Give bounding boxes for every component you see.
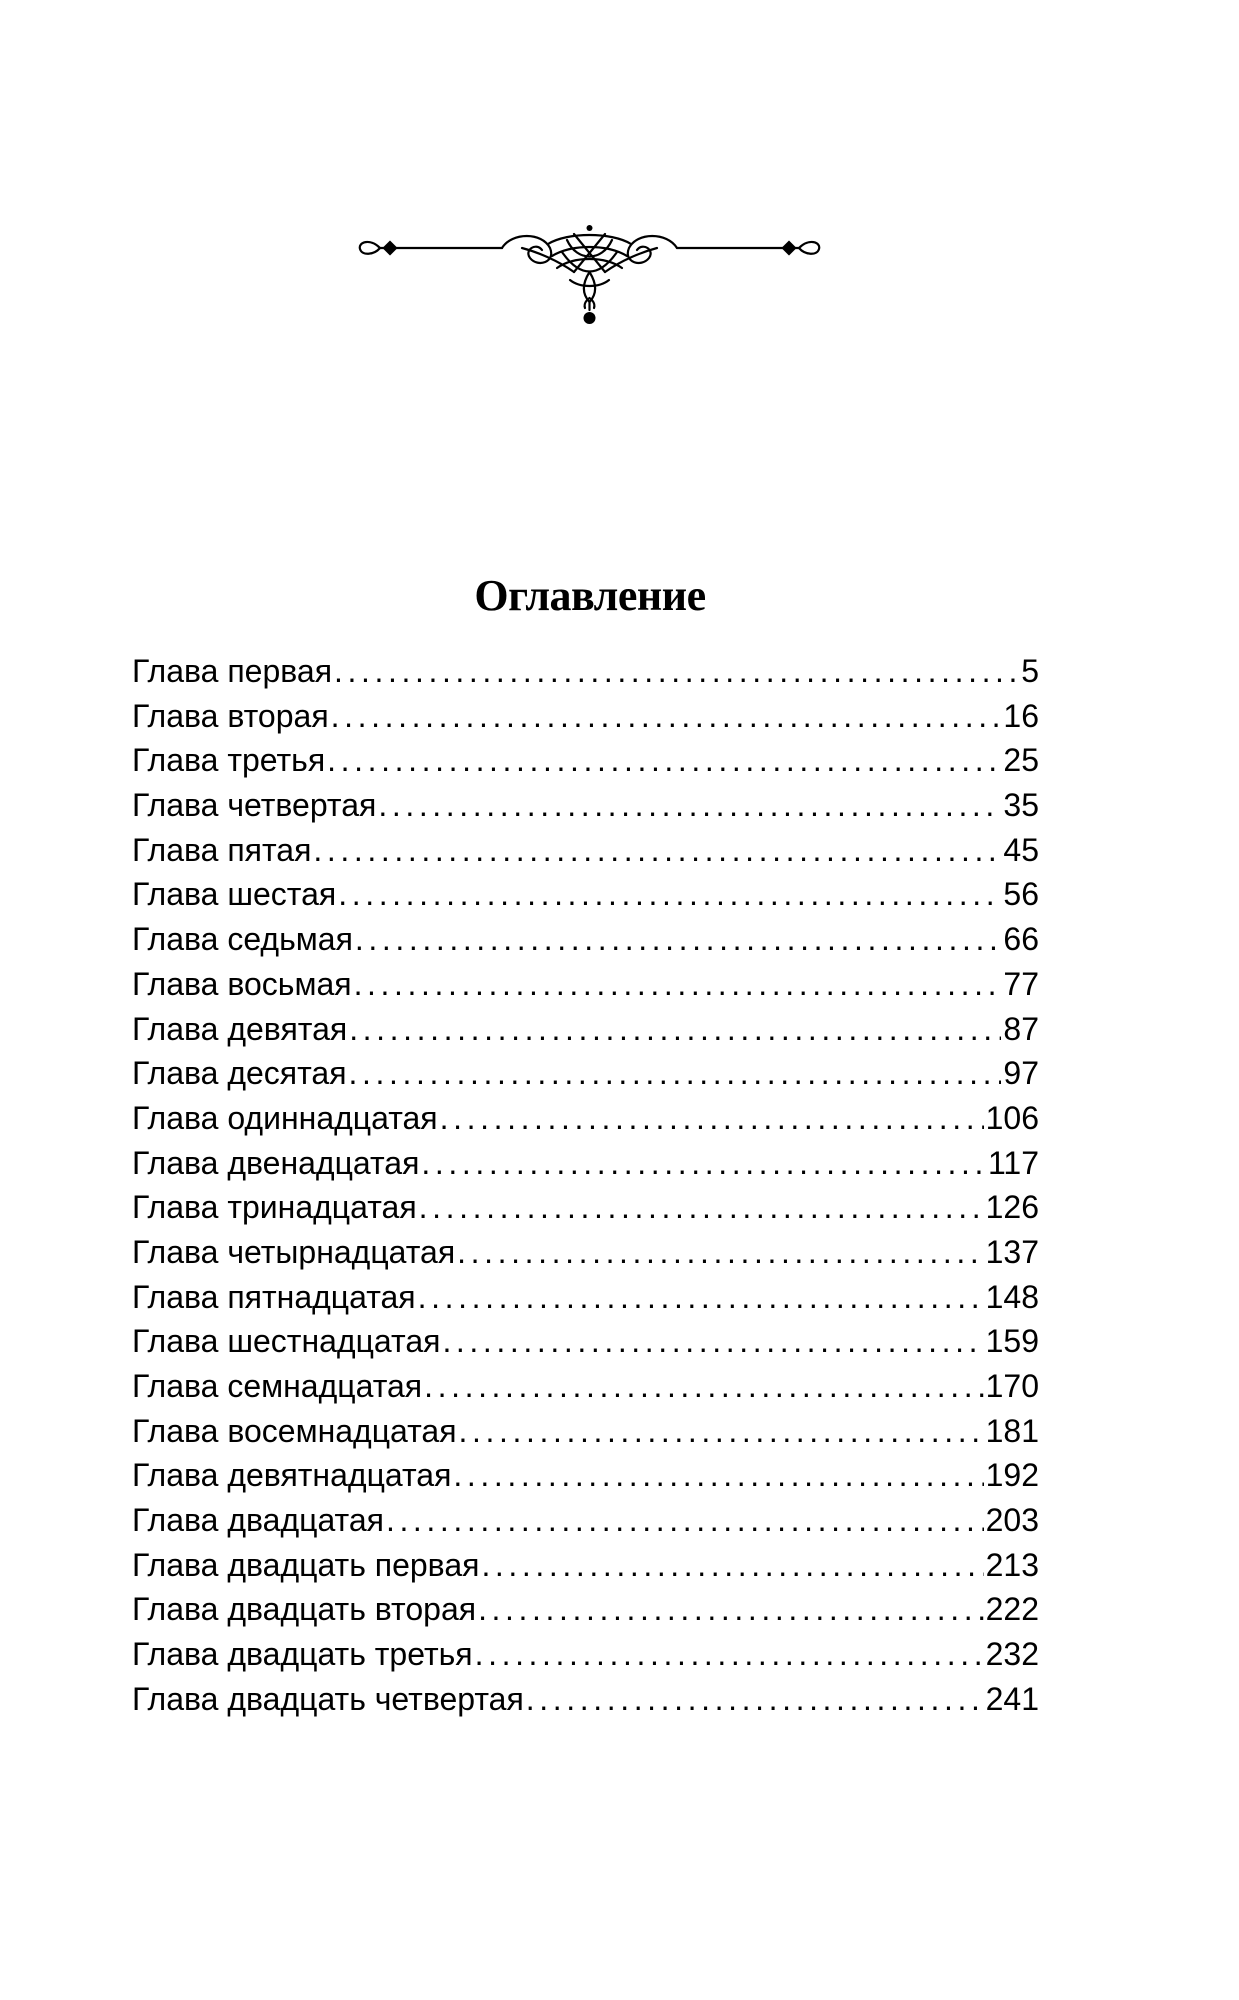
toc-entry-page: 232 xyxy=(985,1636,1039,1673)
toc-entry-page: 35 xyxy=(1003,787,1039,824)
toc-entry xyxy=(132,1275,1039,1320)
toc-entry xyxy=(132,1498,1039,1543)
toc-entry-page: 181 xyxy=(985,1412,1039,1449)
toc-entry xyxy=(132,1409,1039,1454)
dot-leader xyxy=(338,872,1001,917)
dot-leader xyxy=(334,649,1019,694)
dot-leader xyxy=(526,1677,984,1722)
toc-entry-label: Глава девятнадцатая xyxy=(132,1457,452,1494)
dot-leader xyxy=(327,738,1001,783)
dot-leader xyxy=(475,1632,984,1677)
dot-leader xyxy=(378,783,1001,828)
toc-entry xyxy=(132,1230,1039,1275)
toc-entry-label: Глава двадцать третья xyxy=(132,1636,473,1673)
toc-entry xyxy=(132,1453,1039,1498)
toc-entry xyxy=(132,694,1039,739)
dot-leader xyxy=(478,1587,984,1632)
toc-entry-label: Глава четвертая xyxy=(132,787,377,824)
toc-entry xyxy=(132,1096,1039,1141)
dot-leader xyxy=(440,1096,984,1141)
toc-entry-page: 66 xyxy=(1003,921,1039,958)
toc-entry xyxy=(132,1677,1039,1722)
toc-entry-page: 117 xyxy=(987,1144,1039,1181)
toc-entry-page: 77 xyxy=(1003,965,1039,1002)
toc-entry-page: 159 xyxy=(985,1323,1039,1360)
toc-entry-label: Глава семнадцатая xyxy=(132,1368,423,1404)
decorative-flourish-icon xyxy=(352,222,827,342)
toc-entry xyxy=(132,738,1039,783)
toc-entry-page: 222 xyxy=(985,1591,1039,1628)
page-title: Оглавление xyxy=(474,571,706,620)
toc-entry-label: Глава двадцать первая xyxy=(132,1546,480,1583)
toc-entry-label: Глава вторая xyxy=(132,697,329,734)
toc-entry-page: 106 xyxy=(985,1099,1039,1136)
toc-entry-page: 5 xyxy=(1021,653,1039,689)
toc-entry xyxy=(132,1632,1039,1677)
toc-entry-label: Глава девятая xyxy=(132,1010,348,1047)
toc-entry-page: 192 xyxy=(985,1457,1039,1494)
toc-entry-label: Глава пятая xyxy=(132,831,312,868)
table-of-contents xyxy=(132,649,1039,1722)
toc-entry xyxy=(132,917,1039,962)
toc-entry-page: 56 xyxy=(1003,876,1039,913)
toc-entry xyxy=(132,1587,1039,1632)
toc-entry-page: 137 xyxy=(985,1233,1039,1270)
toc-entry xyxy=(132,783,1039,828)
dot-leader xyxy=(349,1007,1001,1052)
dot-leader xyxy=(457,1230,983,1275)
toc-entry-label: Глава восьмая xyxy=(132,965,352,1002)
toc-entry-label: Глава одиннадцатая xyxy=(132,1099,438,1136)
toc-entry xyxy=(132,828,1039,873)
dot-leader xyxy=(313,828,1001,873)
toc-entry-label: Глава седьмая xyxy=(132,921,353,958)
toc-entry xyxy=(132,1319,1039,1364)
toc-entry-page: 16 xyxy=(1003,697,1039,734)
dot-leader xyxy=(453,1453,983,1498)
toc-entry-label: Глава двадцатая xyxy=(132,1502,384,1539)
toc-entry-label: Глава шестая xyxy=(132,876,337,913)
toc-entry-label: Глава двадцать вторая xyxy=(132,1591,477,1628)
toc-entry-page: 25 xyxy=(1003,742,1039,779)
dot-leader xyxy=(424,1364,984,1409)
toc-entry-page: 241 xyxy=(985,1680,1039,1717)
dot-leader xyxy=(442,1319,983,1364)
toc-entry-label: Глава шестнадцатая xyxy=(132,1323,441,1360)
toc-entry xyxy=(132,872,1039,917)
dot-leader xyxy=(354,962,1002,1007)
toc-entry-page: 45 xyxy=(1003,831,1039,868)
toc-entry-page: 148 xyxy=(985,1278,1039,1315)
dot-leader xyxy=(419,1185,984,1230)
toc-entry-label: Глава двадцать четвертая xyxy=(132,1680,524,1717)
toc-entry xyxy=(132,649,1039,694)
dot-leader xyxy=(418,1275,984,1320)
toc-entry xyxy=(132,1543,1039,1588)
toc-entry-label: Глава третья xyxy=(132,742,326,779)
toc-entry xyxy=(132,962,1039,1007)
toc-entry xyxy=(132,1141,1039,1186)
toc-entry xyxy=(132,1007,1039,1052)
toc-entry-page: 170 xyxy=(985,1368,1039,1404)
toc-entry xyxy=(132,1051,1039,1096)
toc-entry-page: 87 xyxy=(1003,1010,1039,1047)
toc-entry-label: Глава тринадцатая xyxy=(132,1189,417,1226)
toc-entry-label: Глава первая xyxy=(132,653,333,689)
dot-leader xyxy=(355,917,1002,962)
toc-entry-label: Глава четырнадцатая xyxy=(132,1233,456,1270)
toc-entry-label: Глава пятнадцатая xyxy=(132,1278,416,1315)
toc-entry xyxy=(132,1364,1039,1409)
dot-leader xyxy=(421,1141,986,1186)
dot-leader xyxy=(349,1051,1002,1096)
toc-entry xyxy=(132,1185,1039,1230)
toc-entry-page: 126 xyxy=(985,1189,1039,1226)
toc-entry-label: Глава восемнадцатая xyxy=(132,1412,457,1449)
toc-entry-page: 97 xyxy=(1003,1055,1039,1092)
toc-entry-page: 203 xyxy=(985,1502,1039,1539)
dot-leader xyxy=(459,1409,984,1454)
toc-entry-label: Глава двенадцатая xyxy=(132,1144,420,1181)
dot-leader xyxy=(481,1543,983,1588)
dot-leader xyxy=(386,1498,984,1543)
toc-entry-label: Глава десятая xyxy=(132,1055,347,1092)
dot-leader xyxy=(331,694,1002,739)
toc-entry-page: 213 xyxy=(985,1546,1039,1583)
